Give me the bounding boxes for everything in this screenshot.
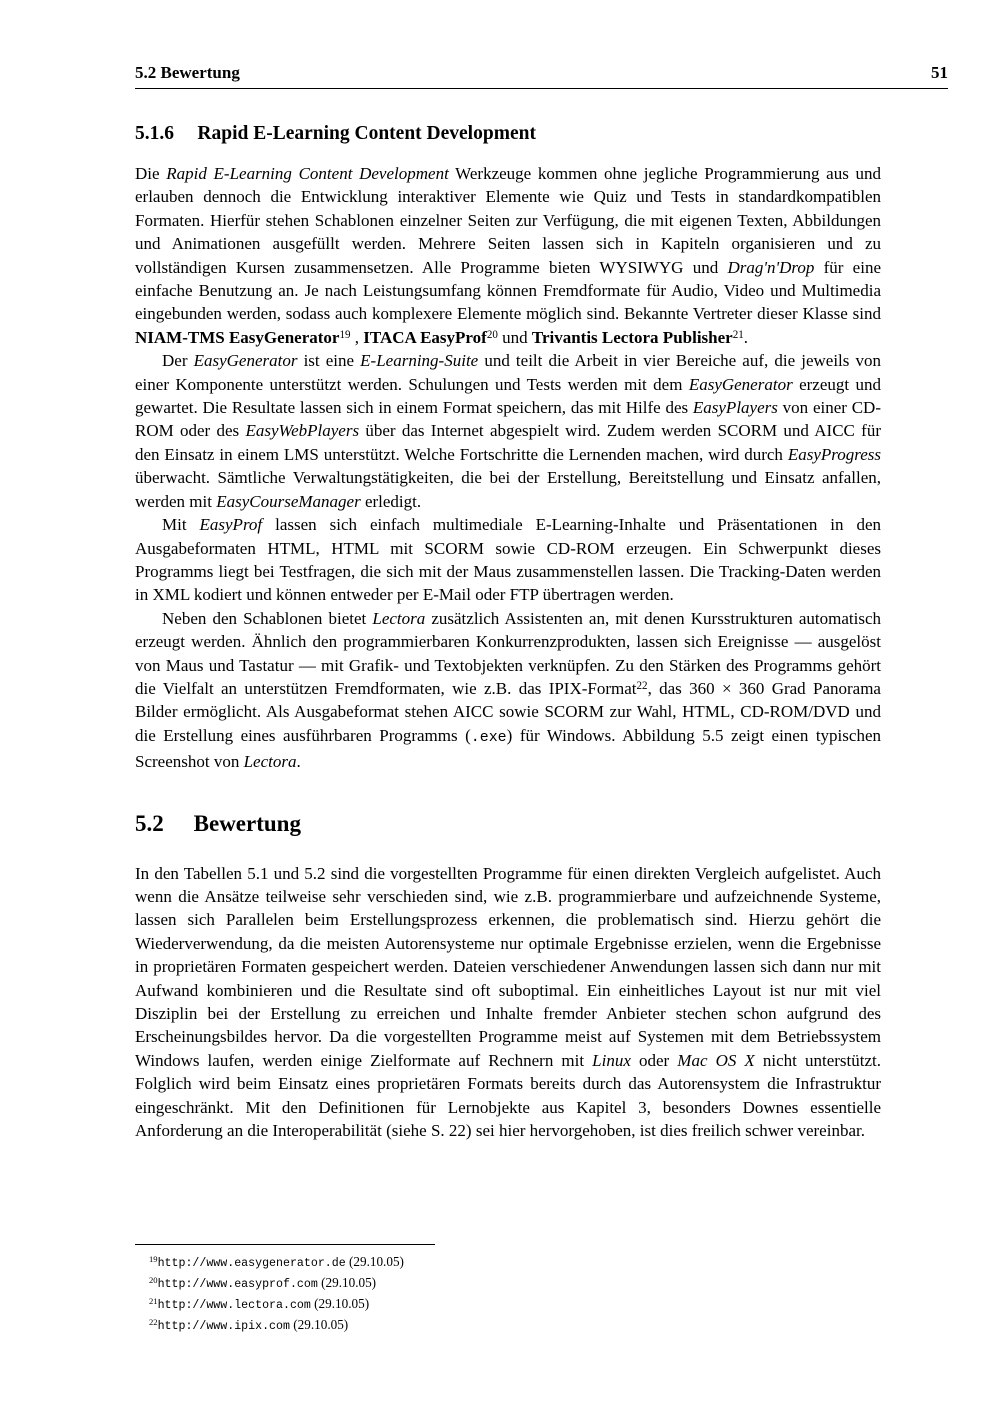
footnote: $^{20}$http://www.easyprof.com (29.10.05) [149, 1275, 377, 1291]
paragraph: Neben den Schablonen bietet Lectora zusätzlich Assistenten an, mit denen Kursstrukturen automatisch erzeugt werden. Ähnlich den programmierbaren Konkurrenzprodukten, lassen sich Ereignisse — ausgelöst von Maus und Tastatur — mit Grafik- und Textobjekten verknüpfen. Zu den Stärken des Programms gehört die Vielfalt an unterstützen Fremdformaten, wie z.B. das IPIX-Format$^{22}$, das 360 × 360 Grad Panorama Bilder ermöglicht. Als Ausgabeformat stehen AICC sowie SCORM zur Wahl, HTML, CD-ROM/DVD und die Erstellung eines ausführbaren Programms (.exe) für Windows. Abbildung 5.5 zeigt einen typischen Screenshot von Lectora. [135, 608, 881, 772]
footnotes-block [135, 1244, 948, 1336]
section-heading [135, 810, 881, 838]
page-header [135, 64, 948, 82]
header-page-number: 51 [931, 63, 948, 82]
subsection-title: Rapid E-Learning Content Development [197, 123, 536, 144]
paragraph: Die Rapid E-Learning Content Development Werkzeuge kommen ohne jegliche Programmierung aus und erlauben dennoch die Entwicklung interaktiver Elemente wie Quiz und Tests in standardkompatiblen Formaten. Hierfür stehen Schablonen einzelner Seiten zur Verfügung, die mit eigenen Texten, Abbildungen und Animationen ausgefüllt werden. Mehrere Seiten lassen sich in Kapiteln organisieren und zu vollständigen Kursen zusammensetzen. Alle Programme bieten WYSIWYG und Drag'n'Drop für eine einfache Benutzung an. Je nach Leistungsumfang können Fremdformate für Audio, Video und Multimedia eingebunden werden, sodass auch komplexere Elemente möglich sind. Bekannte Vertreter dieser Klasse sind NIAM-TMS EasyGenerator$^{19}$ , ITACA EasyProf$^{20}$ und Trivantis Lectora Publisher$^{21}$. [135, 164, 882, 347]
subsection-heading [135, 122, 881, 146]
subsection-number: 5.1.6 [135, 123, 174, 144]
header-section-label: 5.2 Bewertung [135, 63, 240, 82]
paragraph: Mit EasyProf lassen sich einfach multimediale E-Learning-Inhalte und Präsentationen in den Ausgabeformaten HTML, HTML mit SCORM sowie CD-ROM erzeugen. Ein Schwerpunkt dieses Programms liegt bei Testfragen, die sich mit der Maus zusammenstellen lassen. Die Tracking-Daten werden in XML kodiert und können entweder per E-Mail oder FTP übertragen werden. [135, 515, 881, 605]
paragraph: Der EasyGenerator ist eine E-Learning-Suite und teilt die Arbeit in vier Bereiche auf, die jeweils von einer Komponente unterstützt werden. Schulungen und Tests werden mit dem EasyGenerator erzeugt und gewartet. Die Resultate lassen sich in einem Format speichern, das mit Hilfe des EasyPlayers von einer CD-ROM oder des EasyWebPlayers über das Internet abgespielt wird. Zudem werden SCORM und AICC für den Einsatz in einem LMS unterstützt. Welche Fortschritte die Lernenden machen, wird durch EasyProgress überwacht. Sämtliche Verwaltungstätigkeiten, die bei der Erstellung, Bereitstellung und Einsatz anfallen, werden mit EasyCourseManager erledigt. [135, 351, 881, 511]
paragraph: In den Tabellen 5.1 und 5.2 sind die vorgestellten Programme für einen direkten Vergleich aufgelistet. Auch wenn die Ansätze teilweise sehr verschieden sind, wie z.B. programmierbare und aufzeichnende Systeme, lassen sich Parallelen beim Erstellungsprozess erkennen, die problematisch sind. Hierzu gehört die Wiederverwendung, da die meisten Autorensysteme nur optimale Ergebnisse erzielen, wenn die Ergebnisse in proprietären Formaten gespeichert werden. Dateien verschiedener Anwendungen lassen sich dann nur mit Aufwand kombinieren und die Resultate sind oft suboptimal. Ein einheitliches Layout ist nur mit viel Disziplin bei der Erstellung zu erreichen und Inhalte fremder Anbieter stechen schon aufgrund des Erscheinungsbildes hervor. Da die vorgestellten Programme meist auf Systemen mit dem Betriebssystem Windows laufen, werden einige Zielformate auf Rechnern mit Linux oder Mac OS X nicht unterstützt. Folglich wird beim Einsatz eines proprietären Formats bereits durch das Autorensystem die Infrastruktur eingeschränkt. Mit den Definitionen für Lernobjekte aus Kapitel 3, besonders Downes essentielle Anforderung an die Interoperabilität (siehe S. 22) sei hier hervorgehoben, ist dies freilich schwer vereinbar. [135, 863, 881, 1141]
footnote: $^{19}$http://www.easygenerator.de (29.10.05) [149, 1254, 404, 1270]
footnote: $^{21}$http://www.lectora.com (29.10.05) [149, 1296, 370, 1312]
section-title: Bewertung [193, 810, 301, 836]
footnote: $^{22}$http://www.ipix.com (29.10.05) [149, 1317, 349, 1333]
section-number: 5.2 [135, 810, 164, 836]
footnote-rule [135, 1244, 435, 1245]
page-body [135, 89, 881, 1142]
